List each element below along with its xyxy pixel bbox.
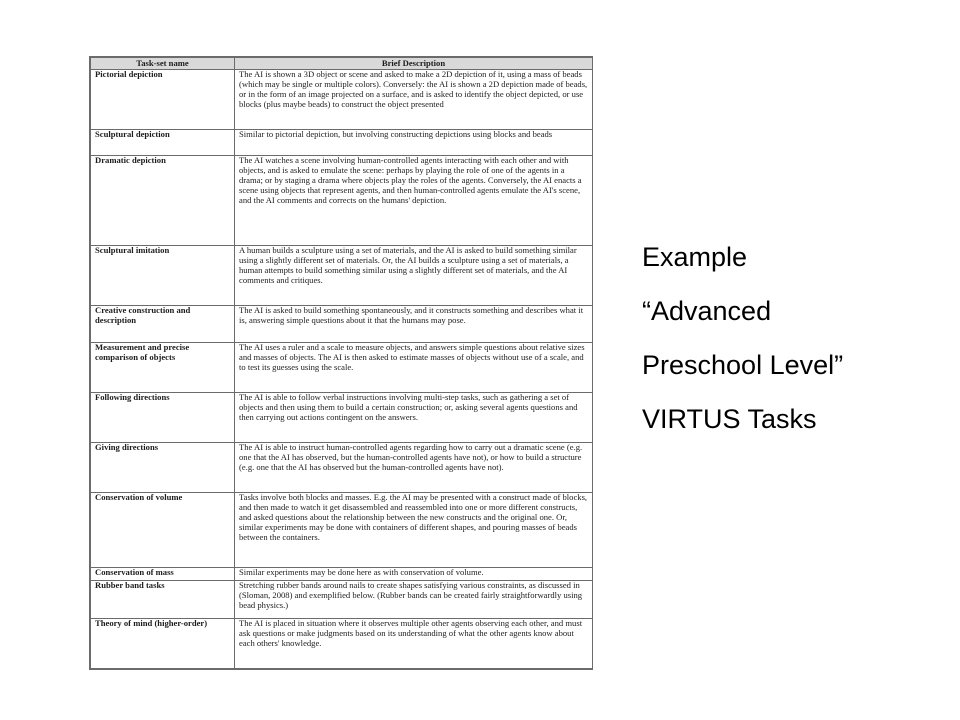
task-name-cell: Rubber band tasks — [91, 581, 235, 619]
task-name-cell: Sculptural depiction — [91, 130, 235, 156]
table-row — [91, 156, 593, 246]
header-brief-description: Brief Description — [235, 58, 593, 70]
task-name-cell: Conservation of volume — [91, 493, 235, 568]
task-name-cell: Giving directions — [91, 443, 235, 493]
table-row — [91, 246, 593, 306]
table-row — [91, 443, 593, 493]
task-name-cell: Creative construction and description — [91, 306, 235, 343]
task-name-cell: Theory of mind (higher-order) — [91, 619, 235, 669]
table-row — [91, 393, 593, 443]
task-description-cell: Stretching rubber bands around nails to create shapes satisfying various constraints, as discussed in (Sloman, 2008) and exemplified below. (Rubber bands can be created fairly straightforwardly using bead physics.) — [235, 581, 593, 619]
caption-line-virtus-tasks: VIRTUS Tasks — [642, 404, 817, 434]
task-name-cell: Dramatic depiction — [91, 156, 235, 246]
caption-line-example: Example — [642, 242, 748, 272]
caption-line-advanced: “Advanced — [642, 296, 772, 326]
task-description-cell: The AI is asked to build something spontaneously, and it constructs something and describes what it is, answering simple questions about it that the humans may pose. — [235, 306, 593, 343]
task-name-cell: Conservation of mass — [91, 568, 235, 581]
task-description-cell: Similar to pictorial depiction, but involving constructing depictions using blocks and beads — [235, 130, 593, 156]
table-row — [91, 306, 593, 343]
task-name-cell: Pictorial depiction — [91, 70, 235, 130]
header-task-set-name: Task-set name — [91, 58, 235, 70]
task-description-cell: The AI is able to follow verbal instructions involving multi-step tasks, such as gathering a set of objects and then using them to build a certain construction; or, asking several agents questions and then carrying out actions contingent on the answers. — [235, 393, 593, 443]
task-description-cell: A human builds a sculpture using a set of materials, and the AI is asked to build something similar using a slightly different set of materials. Or, the AI builds a sculpture using a set of materials, a human attempts to build something similar using a slightly different set of materials, and the AI comments and critiques. — [235, 246, 593, 306]
task-description-cell: The AI watches a scene involving human-controlled agents interacting with each other and with objects, and is asked to emulate the scene: perhaps by playing the role of one of the agents in a drama; or by staging a drama where objects play the roles of the agents. Conversely, the AI enacts a scene using objects that represent agents, and then human-controlled agents emulate the AI's scene, and the AI comments and corrects on the humans' depiction. — [235, 156, 593, 246]
table-row — [91, 343, 593, 393]
task-description-cell: Tasks involve both blocks and masses. E.g. the AI may be presented with a construct made of blocks, and then made to watch it get disassembled and reassembled into one or more different constructs, and asked questions about the relationship between the new constructs and the original one. Or, similar experiments may be done with containers of different shapes, and pouring masses of beads between the containers. — [235, 493, 593, 568]
task-description-cell: The AI is shown a 3D object or scene and asked to make a 2D depiction of it, using a mass of beads (which may be single or multiple colors). Conversely: the AI is shown a 2D depiction made of beads, or in the form of an image projected on a surface, and is asked to identify the object depicted, or use blocks (plus maybe beads) to construct the object presented — [235, 70, 593, 130]
task-name-cell: Following directions — [91, 393, 235, 443]
side-caption — [642, 235, 942, 451]
task-table-container — [89, 56, 593, 670]
table-row — [91, 70, 593, 130]
table-row — [91, 130, 593, 156]
table-row — [91, 619, 593, 669]
table-row — [91, 568, 593, 581]
table-row — [91, 581, 593, 619]
table-row — [91, 493, 593, 568]
caption-line-preschool-level: Preschool Level” — [642, 350, 844, 380]
table-header-row — [91, 58, 593, 70]
task-set-table — [90, 57, 593, 669]
task-description-cell: The AI is placed in situation where it observes multiple other agents observing each other, and must ask questions or make judgments based on its understanding of what the other agents know about each others' knowledge. — [235, 619, 593, 669]
task-name-cell: Sculptural imitation — [91, 246, 235, 306]
task-description-cell: Similar experiments may be done here as with conservation of volume. — [235, 568, 593, 581]
task-description-cell: The AI uses a ruler and a scale to measure objects, and answers simple questions about relative sizes and masses of objects. The AI is then asked to estimate masses of objects without use of a scale, and to test its guesses using the scale. — [235, 343, 593, 393]
task-name-cell: Measurement and precise comparison of objects — [91, 343, 235, 393]
task-description-cell: The AI is able to instruct human-controlled agents regarding how to carry out a dramatic scene (e.g. one that the AI has observed, but the human-controlled agents have not), or how to build a structure (e.g. one that the AI has observed but the human-controlled agents have not). — [235, 443, 593, 493]
